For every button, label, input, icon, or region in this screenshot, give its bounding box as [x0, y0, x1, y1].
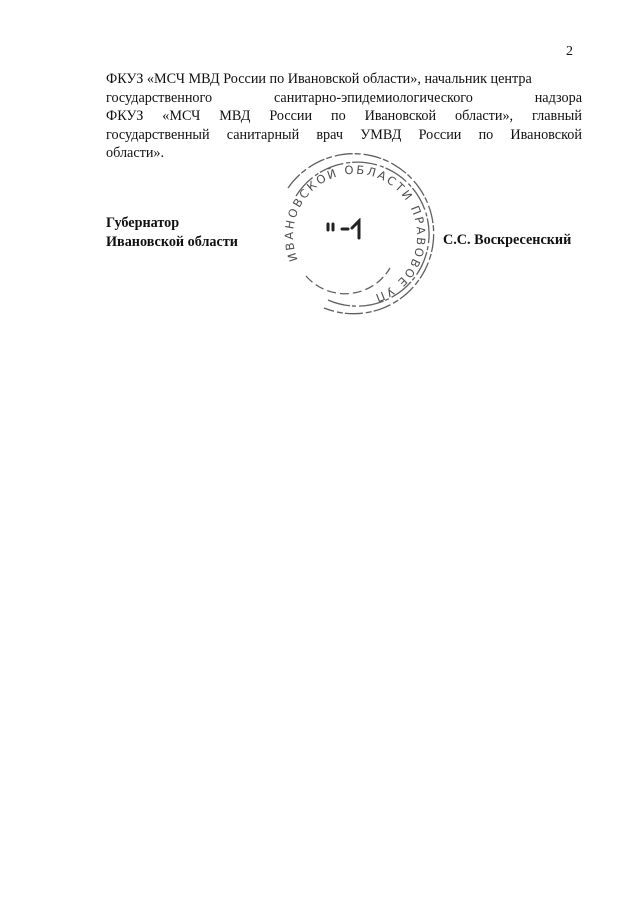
page-number: 2 — [566, 44, 573, 59]
handwritten-signature — [322, 218, 372, 244]
body-line-1: ФКУЗ «МСЧ МВД России по Ивановской области», начальник центра — [106, 71, 532, 87]
signatory-position-line-2: Ивановской области — [106, 233, 238, 250]
signatory-position-line-1: Губернатор — [106, 215, 180, 231]
body-line-2: государственного санитарно-эпидемиологического надзора — [106, 89, 582, 106]
body-line-3: ФКУЗ «МСЧ МВД России по Ивановской области», главный — [106, 108, 582, 124]
body-line-4: государственный санитарный врач УМВД России по Ивановской — [106, 126, 582, 143]
signatory-name: С.С. Воскресенский — [443, 232, 572, 248]
signatory-position — [106, 214, 238, 251]
body-line-5: области». — [106, 145, 165, 161]
stamp-text: ИВАНОВСКОЙ ОБЛАСТИ ПРАВОВОЕ УП — [282, 162, 429, 306]
